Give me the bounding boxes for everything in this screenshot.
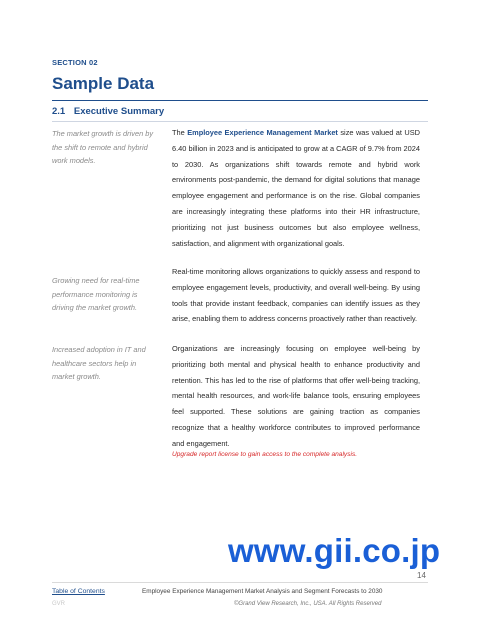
market-name-highlight: Employee Experience Management Market [187,128,338,137]
upgrade-notice: Upgrade report license to gain access to the complete analysis. [172,451,358,458]
title-divider [52,100,428,101]
table-of-contents-link[interactable]: Table of Contents [52,588,105,595]
footer-report-title: Employee Experience Management Market Analysis and Segment Forecasts to 2030 [142,588,383,595]
side-note: The market growth is driven by the shift to remote and hybrid work models. [52,129,154,166]
subsection-title: Executive Summary [73,106,165,117]
subsection-heading [52,106,164,117]
body-paragraph [172,125,420,251]
page-number: 14 [417,571,426,580]
subsection-number: 2.1 [52,106,66,117]
body-paragraph: Organizations are increasingly focusing on employee well-being by prioritizing both mental and physical health to enhance productivity and retention. This has led to the rise of platforms that offer well-being tracking, mental health resources, and work-life balance tools, ensuring employees feel supported. These solutions are gaining traction as companies recognize that a healthy workforce contributes to improved performance and engagement. [172,344,420,448]
body-paragraph: Real-time monitoring allows organizations to quickly assess and respond to employee engagement levels, productivity, and overall well-being. By using tools that provide instant feedback, companies can identify issues as they arise, enabling them to address concerns proactively rather than reactively. [172,267,420,324]
footer-copyright: ©Grand View Research, Inc., USA. All Rights Reserved [234,601,382,607]
side-note: Increased adoption in IT and healthcare sectors help in market growth. [52,345,146,382]
paragraph-text: size was valued at USD 6.40 billion in 2023 and is anticipated to grow at a CAGR of 9.7% from 2024 to 2030. As organizations shift towards remote and hybrid work environments post-pandemic, the demand for digital solutions that manage employee engagement and performance is on the rise. Global companies are increasingly integrating these platforms into their HR infrastructure, prioritizing not just business outcomes but also employee wellness, satisfaction, and alignment with organizational goals. [172,128,420,248]
footer-divider [52,582,428,583]
paragraph-text: The [172,128,188,137]
subsection-divider [52,121,428,122]
section-label: SECTION 02 [52,58,98,67]
page-title: Sample Data [52,74,155,93]
gvr-logo-mark: GVR [52,601,66,607]
side-note: Growing need for real-time performance monitoring is driving the market growth. [52,276,140,313]
watermark: www.gii.co.jp [228,532,441,569]
